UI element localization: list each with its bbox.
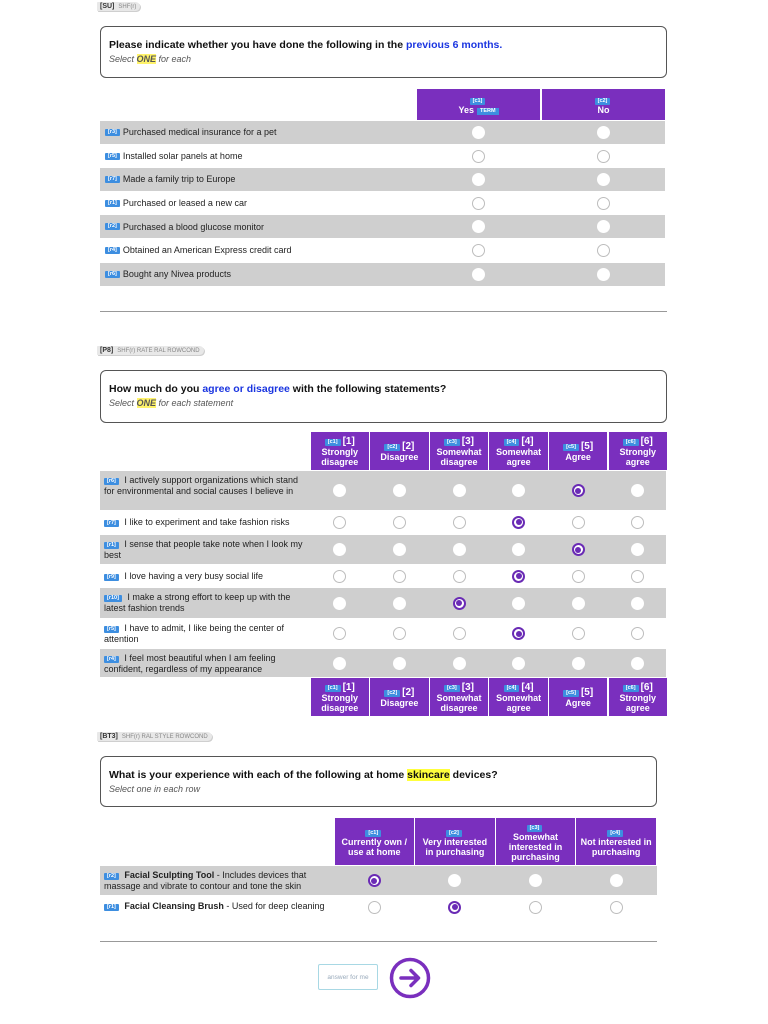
radio-button[interactable] [512, 516, 525, 529]
column-label: Agree [565, 697, 591, 708]
code-badge: [c4] [607, 830, 623, 837]
column-code [527, 822, 545, 832]
row-label: [r1] I sense that people take note when I look my best [104, 539, 303, 560]
radio-button[interactable] [631, 516, 644, 529]
row-label: [r4] I feel most beautiful when I am feeling confident, regardless of my appearance [104, 653, 276, 674]
column-header [370, 678, 429, 716]
question-box-p8 [100, 370, 667, 423]
code-badge: [c3] [527, 825, 543, 832]
code-badge: [c2] [446, 830, 462, 837]
row-label: [r1] Facial Cleansing Brush - Used for deep cleaning [104, 896, 330, 918]
column-header [489, 678, 548, 716]
radio-button[interactable] [393, 597, 406, 610]
code-badge: [c2] [595, 98, 611, 105]
column-code [595, 95, 613, 105]
code-badge: [r9] [104, 574, 119, 581]
table-row [100, 215, 665, 238]
code-badge: [r1] [104, 904, 119, 911]
row-label: [r10] I make a strong effort to keep up with the latest fashion trends [104, 592, 291, 613]
code-badge: [c3] [444, 439, 460, 446]
radio-button[interactable] [453, 516, 466, 529]
instruction-text: Select ONE for each statement [109, 398, 234, 408]
radio-button[interactable] [512, 627, 525, 640]
radio-button[interactable] [610, 901, 623, 914]
radio-button[interactable] [572, 627, 585, 640]
column-code: [c2] [2] [384, 687, 414, 698]
code-badge: [r5] [105, 153, 120, 160]
tag-code: [BT3] [100, 733, 118, 740]
code-badge: [c1] [325, 685, 341, 692]
radio-button[interactable] [597, 244, 610, 257]
column-code [365, 827, 383, 837]
column-header [496, 818, 576, 865]
column-code [607, 827, 625, 837]
column-code [446, 827, 464, 837]
row-label: [r5] Installed solar panels at home [105, 145, 242, 168]
radio-button[interactable] [333, 627, 346, 640]
radio-button[interactable] [597, 173, 610, 186]
radio-button[interactable] [393, 516, 406, 529]
radio-button[interactable] [512, 597, 525, 610]
row-label: [r7] Made a family trip to Europe [105, 168, 235, 191]
column-header [576, 818, 656, 865]
radio-button[interactable] [393, 484, 406, 497]
row-label: [r5] I have to admit, I like being the center of attention [104, 623, 284, 644]
table-row [100, 565, 666, 587]
column-label: Disagree [380, 451, 419, 462]
column-header [415, 818, 495, 865]
table-row [100, 649, 666, 677]
radio-button[interactable] [512, 484, 525, 497]
radio-button[interactable] [610, 874, 623, 887]
column-header [609, 432, 668, 470]
row-label: [r2] Facial Sculpting Tool - Includes devices that massage and vibrate to contour and tone the skin [104, 870, 307, 891]
table-row [100, 619, 666, 648]
code-badge: [r1] [105, 200, 120, 207]
code-badge: [c5] [563, 690, 579, 697]
row-label: [r1] Purchased or leased a new car [105, 192, 247, 215]
code-badge: [c4] [504, 685, 520, 692]
column-code: [c3] [3] [444, 682, 474, 693]
question-tag-su [97, 2, 140, 11]
code-badge: [r7] [105, 176, 120, 183]
column-label: Strongly disagree [321, 446, 359, 467]
row-label: [r2] Purchased a blood glucose monitor [105, 215, 264, 238]
radio-button[interactable] [453, 597, 466, 610]
column-header [311, 432, 370, 470]
column-label: Somewhat disagree [436, 692, 482, 713]
column-code: [c1] [1] [325, 682, 355, 693]
code-badge: [c1] [470, 98, 486, 105]
radio-button[interactable] [472, 126, 485, 139]
table-row [100, 239, 665, 262]
table-row [100, 121, 665, 144]
radio-button[interactable] [597, 268, 610, 281]
column-code: [c2] [2] [384, 441, 414, 452]
radio-button[interactable] [572, 543, 585, 556]
column-label: Strongly agree [619, 446, 657, 467]
radio-button[interactable] [597, 220, 610, 233]
radio-button[interactable] [448, 874, 461, 887]
column-header [430, 678, 489, 716]
column-code: [c4] [4] [504, 682, 534, 693]
column-header [549, 432, 608, 470]
column-code: [c4] [4] [504, 436, 534, 447]
code-badge: [c6] [623, 685, 639, 692]
radio-button[interactable] [472, 220, 485, 233]
tag-code: [P8] [100, 347, 114, 354]
question-text: What is your experience with each of the following at home skincare devices? [109, 769, 498, 781]
column-header [335, 818, 415, 865]
radio-button[interactable] [631, 657, 644, 670]
radio-button[interactable] [453, 627, 466, 640]
radio-button[interactable] [393, 627, 406, 640]
radio-button[interactable] [333, 516, 346, 529]
code-badge: [r2] [104, 873, 119, 880]
instruction-text: Select ONE for each [109, 54, 192, 64]
code-badge: [c1] [365, 830, 381, 837]
code-badge: [c2] [384, 444, 400, 451]
radio-button[interactable] [472, 268, 485, 281]
code-badge: [c5] [563, 444, 579, 451]
code-badge: [r7] [104, 520, 119, 527]
table-row [100, 866, 657, 895]
column-code: [c5] [5] [563, 687, 593, 698]
column-header [609, 678, 668, 716]
tag-text: SHF(r) RAL STYLE ROWCOND [121, 734, 208, 740]
radio-button[interactable] [597, 150, 610, 163]
radio-button[interactable] [631, 570, 644, 583]
table-row [100, 535, 666, 564]
radio-button[interactable] [333, 657, 346, 670]
radio-button[interactable] [631, 484, 644, 497]
radio-button[interactable] [393, 543, 406, 556]
radio-button[interactable] [631, 627, 644, 640]
radio-button[interactable] [448, 901, 461, 914]
radio-button[interactable] [512, 543, 525, 556]
column-header [542, 89, 665, 120]
radio-button[interactable] [572, 516, 585, 529]
radio-button[interactable] [597, 126, 610, 139]
answer-for-me-button[interactable]: answer for me [318, 964, 378, 990]
column-label: Strongly agree [619, 692, 657, 713]
radio-button[interactable] [333, 484, 346, 497]
table-row [100, 511, 666, 533]
radio-button[interactable] [453, 657, 466, 670]
column-label: Somewhat interested in purchasing [508, 831, 563, 862]
row-label: [r9] I love having a very busy social life [104, 565, 304, 587]
next-button[interactable] [389, 957, 431, 999]
row-label: [r6] Bought any Nivea products [105, 263, 231, 286]
radio-button[interactable] [572, 570, 585, 583]
radio-button[interactable] [368, 874, 381, 887]
table-row [100, 471, 666, 510]
column-header [417, 89, 540, 120]
question-text: Please indicate whether you have done the following in the previous 6 months. [109, 39, 503, 51]
code-badge: [c4] [504, 439, 520, 446]
radio-button[interactable] [472, 173, 485, 186]
radio-button[interactable] [453, 570, 466, 583]
row-label: [r6] I actively support organizations which stand for environmental and social causes I believe in [104, 475, 298, 496]
code-badge: [r3] [105, 129, 120, 136]
column-label: Disagree [380, 697, 419, 708]
radio-button[interactable] [512, 657, 525, 670]
table-row [100, 263, 665, 286]
code-badge: [r6] [104, 478, 119, 485]
code-badge: [r4] [105, 247, 120, 254]
radio-button[interactable] [393, 570, 406, 583]
tag-text: SHF(r) RATE RAL ROWCOND [117, 348, 200, 354]
arrow-right-circle-icon [389, 957, 431, 999]
section-divider [100, 311, 667, 312]
column-label: Strongly disagree [321, 692, 359, 713]
question-box-bt3 [100, 756, 657, 807]
column-code: [c6] [6] [623, 436, 653, 447]
column-header [430, 432, 489, 470]
code-badge: [r4] [104, 656, 119, 663]
code-badge: [r6] [105, 271, 120, 278]
column-label: Somewhat disagree [436, 446, 482, 467]
code-badge: [c3] [444, 685, 460, 692]
radio-button[interactable] [597, 197, 610, 210]
code-badge: [c6] [623, 439, 639, 446]
question-tag-p8 [97, 346, 204, 355]
column-header [311, 678, 370, 716]
column-header [370, 432, 429, 470]
radio-button[interactable] [631, 597, 644, 610]
column-header [489, 432, 548, 470]
question-tag-bt3 [97, 732, 212, 741]
code-badge: [c2] [384, 690, 400, 697]
radio-button[interactable] [472, 197, 485, 210]
code-badge: [r1] [104, 542, 119, 549]
radio-button[interactable] [333, 543, 346, 556]
column-label: Somewhat agree [496, 692, 542, 713]
table-row [100, 192, 665, 215]
column-label: Agree [565, 451, 591, 462]
column-code: [c6] [6] [623, 682, 653, 693]
column-label: Not interested in purchasing [580, 836, 652, 857]
table-row [100, 168, 665, 191]
column-label: Very interested in purchasing [422, 836, 488, 857]
column-code [470, 95, 488, 105]
column-code: [c5] [5] [563, 441, 593, 452]
tag-text: SHF(r) [118, 4, 137, 10]
code-badge: [c1] [325, 439, 341, 446]
radio-button[interactable] [333, 597, 346, 610]
table-row [100, 588, 666, 618]
term-badge: TERM [477, 108, 499, 115]
instruction-text: Select one in each row [109, 784, 201, 794]
radio-button[interactable] [529, 901, 542, 914]
table-row [100, 145, 665, 168]
radio-button[interactable] [453, 484, 466, 497]
radio-button[interactable] [393, 657, 406, 670]
table-row [100, 896, 657, 918]
row-label: [r4] Obtained an American Express credit card [105, 239, 291, 262]
radio-button[interactable] [572, 657, 585, 670]
radio-button[interactable] [368, 901, 381, 914]
radio-button[interactable] [529, 874, 542, 887]
column-label: Currently own / use at home [341, 836, 408, 857]
radio-button[interactable] [472, 150, 485, 163]
column-label: No [597, 104, 610, 115]
column-label: Somewhat agree [496, 446, 542, 467]
column-label: Yes TERM [458, 105, 498, 115]
question-text: How much do you agree or disagree with the following statements? [109, 383, 447, 395]
radio-button[interactable] [631, 543, 644, 556]
code-badge: [r5] [104, 626, 119, 633]
radio-button[interactable] [472, 244, 485, 257]
code-badge: [r10] [104, 595, 122, 602]
row-label: [r3] Purchased medical insurance for a pet [105, 121, 276, 144]
radio-button[interactable] [333, 570, 346, 583]
radio-button[interactable] [453, 543, 466, 556]
column-header [549, 678, 608, 716]
question-box-su [100, 26, 667, 78]
column-code: [c3] [3] [444, 436, 474, 447]
radio-button[interactable] [572, 597, 585, 610]
row-label: [r7] I like to experiment and take fashion risks [104, 511, 304, 533]
tag-code: [SU] [100, 3, 115, 10]
code-badge: [r2] [105, 223, 120, 230]
column-code: [c1] [1] [325, 436, 355, 447]
section-divider [100, 941, 657, 942]
radio-button[interactable] [512, 570, 525, 583]
radio-button[interactable] [572, 484, 585, 497]
